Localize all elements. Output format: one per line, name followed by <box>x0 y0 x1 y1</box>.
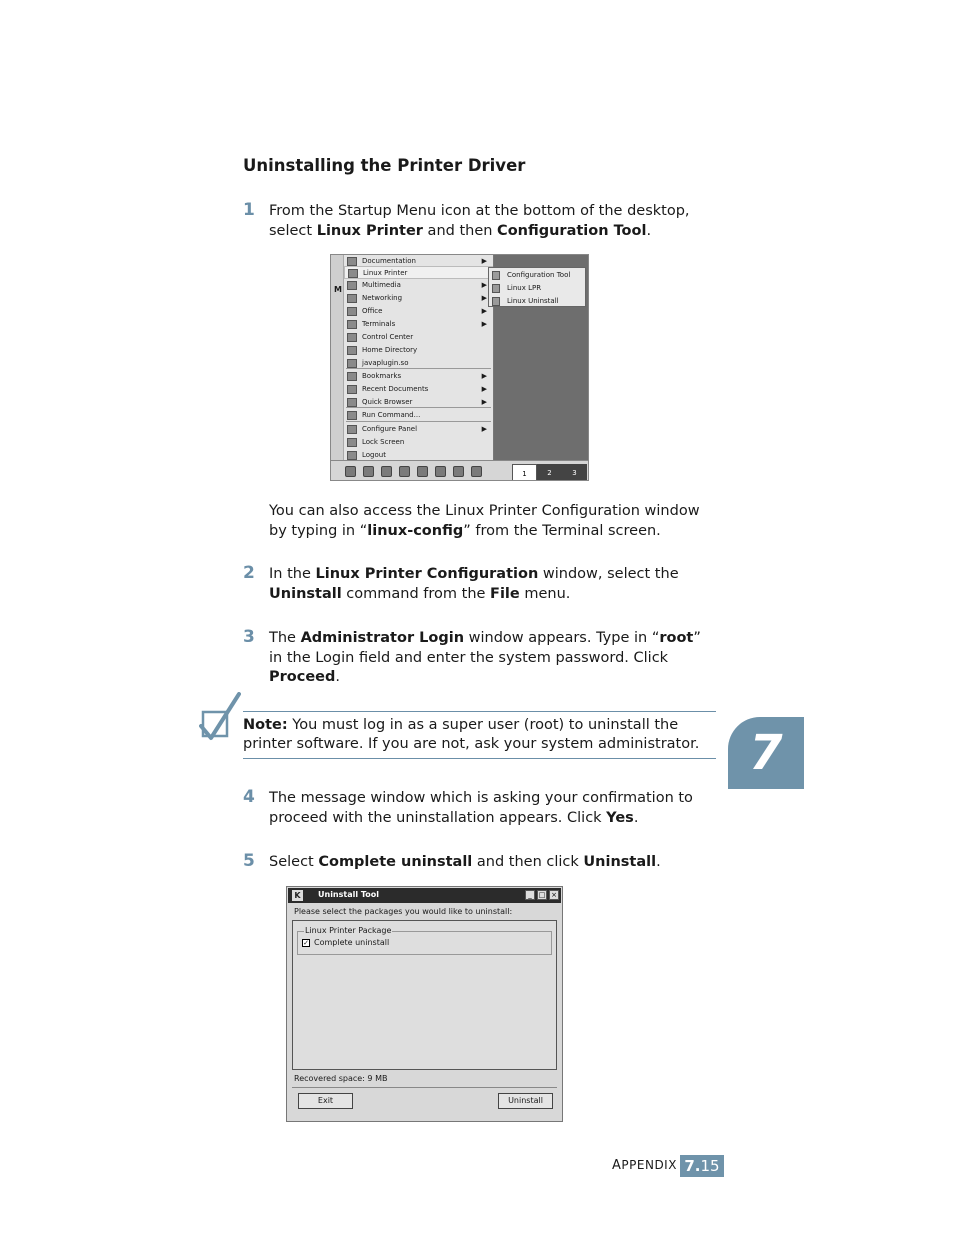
window-titlebar <box>288 888 561 903</box>
step-number-5: 5 <box>243 851 255 871</box>
office-icon <box>347 307 357 316</box>
step-5-line-1: Select Complete uninstall and then click Uninstall. <box>269 854 661 870</box>
gear-icon[interactable] <box>363 466 374 477</box>
step-1-linux-printer: Linux Printer <box>316 222 423 239</box>
window-footer-separator <box>292 1087 557 1088</box>
terminal-icon <box>347 320 357 329</box>
also-line-1: You can also access the Linux Printer Configuration window <box>269 503 700 519</box>
step-2-line-1: In the Linux Printer Configuration window, select the <box>269 566 679 582</box>
section-heading: Uninstalling the Printer Driver <box>243 156 526 175</box>
menu-separator <box>346 368 491 369</box>
menu-item-home-directory[interactable]: Home Directory <box>344 344 493 357</box>
gear-icon <box>347 411 357 420</box>
note-line-1: Note: You must log in as a super user (root) to uninstall the <box>243 717 679 733</box>
globe-icon[interactable] <box>417 466 428 477</box>
step-5-text <box>269 853 729 873</box>
note-label: Note: <box>243 717 288 733</box>
submenu-item-linux-lpr[interactable]: Linux LPR <box>489 282 585 295</box>
printer-icon <box>492 284 500 293</box>
terminal-icon[interactable] <box>381 466 392 477</box>
menu-item-quick-browser[interactable]: Quick Browser ▶ <box>344 396 493 409</box>
menu-item-multimedia[interactable]: Multimedia ▶ <box>344 279 493 292</box>
submenu-arrow-icon: ▶ <box>481 307 487 315</box>
close-button[interactable]: × <box>549 890 559 900</box>
linux-config-command: linux-config <box>367 522 464 539</box>
step-4-text <box>269 789 729 828</box>
start-menu <box>344 255 494 460</box>
submenu-arrow-icon: ▶ <box>481 372 487 380</box>
also-line-2: by typing in “linux-config” from the Terminal screen. <box>269 522 661 539</box>
complete-uninstall-checkbox[interactable]: ✓ <box>303 939 309 947</box>
uninstall-tool-screenshot <box>286 886 563 1122</box>
step-4-line-2: proceed with the uninstallation appears. Click Yes. <box>269 809 639 826</box>
uninstall-button[interactable]: Uninstall <box>498 1093 553 1109</box>
step-1-pre: select <box>269 222 317 239</box>
submenu-arrow-icon: ▶ <box>481 398 487 406</box>
file-icon <box>347 359 357 368</box>
menu-item-networking[interactable]: Networking ▶ <box>344 292 493 305</box>
menu-item-bookmarks[interactable]: Bookmarks ▶ <box>344 370 493 383</box>
chapter-tab: 7 <box>728 717 804 789</box>
step-1-configuration-tool: Configuration Tool <box>497 222 647 239</box>
control-center-icon <box>347 333 357 342</box>
step-1-mid: and then <box>422 222 498 239</box>
menu-item-configure-panel[interactable]: Configure Panel ▶ <box>344 423 493 436</box>
package-group-label: Linux Printer Package <box>305 926 392 935</box>
menu-item-logout[interactable]: Logout <box>344 449 493 462</box>
printer-icon <box>348 269 358 278</box>
workspace-2[interactable]: 2 <box>537 464 562 481</box>
step-1-end: . <box>646 222 652 239</box>
document-icon <box>347 385 357 394</box>
note-bottom-rule <box>243 758 716 759</box>
submenu-arrow-icon: ▶ <box>481 320 487 328</box>
step-3-text <box>269 629 729 688</box>
package-prompt: Please select the packages you would like to uninstall: <box>294 907 513 916</box>
package-group <box>297 926 552 955</box>
step-3-line-1: The Administrator Login window appears. Type in “root” <box>269 630 701 646</box>
network-icon <box>347 294 357 303</box>
step-number-2: 2 <box>243 563 255 583</box>
step-1-line-2 <box>269 222 729 242</box>
menu-item-run-command[interactable]: Run Command... <box>344 409 493 422</box>
home-icon[interactable] <box>399 466 410 477</box>
step-3-line-2: in the Login field and enter the system password. Click <box>269 649 669 666</box>
submenu-arrow-icon: ▶ <box>481 425 487 433</box>
maximize-button[interactable]: □ <box>538 891 546 899</box>
menu-item-documentation[interactable]: Documentation ▶ <box>344 255 493 268</box>
checkmark-note-icon <box>199 692 241 744</box>
power-icon <box>347 451 357 460</box>
menu-separator <box>346 421 491 422</box>
startup-menu-screenshot <box>330 254 589 481</box>
minimize-button[interactable]: _ <box>525 890 535 900</box>
page-number: 7.15 <box>680 1155 724 1177</box>
footer-section-label: APPENDIX <box>612 1158 677 1173</box>
submenu-arrow-icon: ▶ <box>481 257 487 265</box>
step-2-text <box>269 565 729 604</box>
step-1-text <box>269 202 729 241</box>
menu-item-control-center[interactable]: Control Center <box>344 331 493 344</box>
workspace-3[interactable]: 3 <box>562 464 587 481</box>
panel-icon <box>347 425 357 434</box>
menu-separator <box>346 407 491 408</box>
menu-item-javaplugin[interactable]: javaplugin.so <box>344 357 493 370</box>
printer-icon <box>492 297 500 306</box>
note-top-rule <box>243 711 716 712</box>
note-text <box>243 716 723 754</box>
submenu-arrow-icon: ▶ <box>481 281 487 289</box>
also-access-text <box>269 502 729 541</box>
menu-item-lock-screen[interactable]: Lock Screen <box>344 436 493 449</box>
recovered-space: Recovered space: 9 MB <box>294 1074 388 1083</box>
window-title: Uninstall Tool <box>318 890 380 899</box>
folder-icon <box>347 257 357 266</box>
submenu-item-configuration-tool[interactable]: Configuration Tool <box>489 269 585 282</box>
package-list <box>292 920 557 1070</box>
sidebar-letter: M <box>334 285 342 294</box>
menu-item-office[interactable]: Office ▶ <box>344 305 493 318</box>
step-number-1: 1 <box>243 200 255 220</box>
help-icon[interactable] <box>471 466 482 477</box>
printer-icon <box>492 271 500 280</box>
linux-printer-submenu <box>488 267 586 307</box>
browser-icon <box>347 398 357 407</box>
submenu-arrow-icon: ▶ <box>481 385 487 393</box>
tools-icon[interactable] <box>453 466 464 477</box>
step-number-4: 4 <box>243 787 255 807</box>
taskbar <box>331 460 589 481</box>
submenu-arrow-icon: ▶ <box>481 294 487 302</box>
step-1-line-1: From the Startup Menu icon at the bottom of the desktop, <box>269 203 690 219</box>
workspace-1[interactable]: 1 <box>512 464 537 481</box>
submenu-item-linux-uninstall[interactable]: Linux Uninstall <box>489 295 585 308</box>
menu-item-linux-printer[interactable]: Linux Printer <box>344 266 493 279</box>
menu-item-terminals[interactable]: Terminals ▶ <box>344 318 493 331</box>
note-line-2: printer software. If you are not, ask your system administrator. <box>243 736 700 752</box>
kde-start-icon[interactable] <box>345 466 356 477</box>
step-4-line-1: The message window which is asking your confirmation to <box>269 790 693 806</box>
exit-button[interactable]: Exit <box>298 1093 353 1109</box>
kde-icon: K <box>292 890 303 901</box>
menu-item-recent-documents[interactable]: Recent Documents ▶ <box>344 383 493 396</box>
multimedia-icon <box>347 281 357 290</box>
step-2-line-2: Uninstall command from the File menu. <box>269 585 571 602</box>
menu-sidebar <box>331 255 344 460</box>
lock-icon <box>347 438 357 447</box>
complete-uninstall-label: Complete uninstall <box>314 938 390 947</box>
step-number-3: 3 <box>243 627 255 647</box>
sphere-icon[interactable] <box>435 466 446 477</box>
home-icon <box>347 346 357 355</box>
bookmark-icon <box>347 372 357 381</box>
step-3-line-3: Proceed. <box>269 669 340 685</box>
